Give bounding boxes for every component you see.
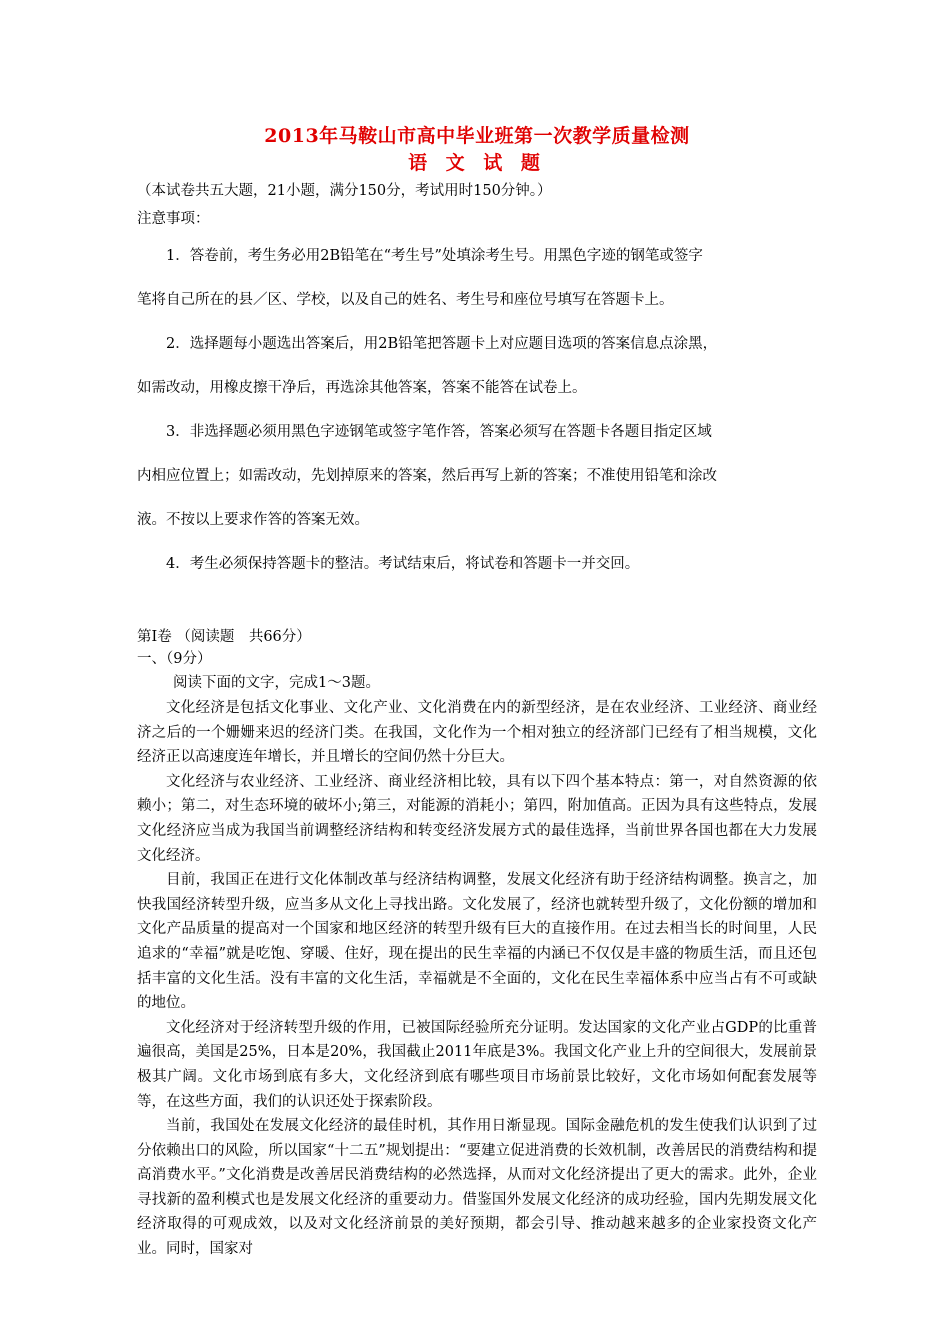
exam-page bbox=[137, 122, 817, 1262]
notice-heading: 注意事项： bbox=[137, 211, 210, 227]
paragraph: 目前，我国正在进行文化体制改革与经济结构调整，发展文化经济有助于经济结构调整。换言之，加快我国经济转型升级，应当多从文化上寻找出路。文化发展了，经济也就转型升级了，文化份额的增加和文化产品质量的提高对一个国家和地区经济的转型升级有巨大的直接作用。在过去相当长的时间里，人民追求的“幸福”就是吃饱、穿暖、住好，现在提出的民生幸福的内涵已不仅仅是丰盛的物质生活，而且还包括丰富的文化生活。没有丰富的文化生活，幸福就是不全面的，文化在民生幸福体系中应当占有不可或缺的地位。 bbox=[137, 872, 817, 1012]
notice-line: 1．答卷前，考生务必用2B铅笔在“考生号”处填涂考生号。用黑色字迹的钢笔或签字 bbox=[166, 248, 703, 264]
paragraph: 文化经济对于经济转型升级的作用，已被国际经验所充分证明。发达国家的文化产业占GDP的比重普遍很高，美国是25%，日本是20%，我国截止2011年底是3%。我国文化产业上升的空间很大，发展前景极其广阔。文化市场到底有多大，文化经济到底有哪些项目市场前景比较好，文化市场如何配套发展等等，在这些方面，我们的认识还处于探索阶段。 bbox=[137, 1019, 817, 1110]
notice-line: 如需改动，用橡皮擦干净后，再选涂其他答案，答案不能答在试卷上。 bbox=[137, 380, 587, 396]
notice-line: 4．考生必须保持答题卡的整洁。考试结束后，将试卷和答题卡一并交回。 bbox=[166, 556, 640, 572]
notice-line: 内相应位置上；如需改动，先划掉原来的答案，然后再写上新的答案；不准使用铅笔和涂改 bbox=[137, 468, 717, 484]
notice-line: 3．非选择题必须用黑色字迹钢笔或签字笔作答，答案必须写在答题卡各题目指定区域 bbox=[166, 424, 712, 440]
reading-instruction: 阅读下面的文字，完成1～3题。 bbox=[173, 675, 380, 691]
paragraph: 文化经济与农业经济、工业经济、商业经济相比较，具有以下四个基本特点：第一，对自然资源的依赖小；第二，对生态环境的破坏小;第三，对能源的消耗小；第四，附加值高。正因为具有这些特点，发展文化经济应当成为我国当前调整经济结构和转变经济发展方式的最佳选择，当前世界各国也都在大力发展文化经济。 bbox=[137, 773, 817, 864]
paragraph: 文化经济是包括文化事业、文化产业、文化消费在内的新型经济，是在农业经济、工业经济、商业经济之后的一个姗姗来迟的经济门类。在我国，文化作为一个相对独立的经济部门已经有了相当规模，文化经济正以高速度连年增长，并且增长的空间仍然十分巨大。 bbox=[137, 700, 817, 766]
exam-title: 2013年马鞍山市高中毕业班第一次教学质量检测 bbox=[264, 125, 690, 147]
notice-line: 笔将自己所在的县／区、学校，以及自己的姓名、考生号和座位号填写在答题卡上。 bbox=[137, 292, 674, 308]
notice-line: 液。不按以上要求作答的答案无效。 bbox=[137, 512, 369, 528]
part-heading: 一、（9分） bbox=[137, 651, 212, 667]
notice-line: 2．选择题每小题选出答案后，用2B铅笔把答题卡上对应题目选项的答案信息点涂黑， bbox=[166, 336, 718, 352]
exam-subtitle: 语 文 试 题 bbox=[408, 152, 546, 174]
paragraph: 当前，我国处在发展文化经济的最佳时机，其作用日渐显现。国际金融危机的发生使我们认识到了过分依赖出口的风险，所以国家“十二五”规划提出：“要建立促进消费的长效机制，改善居民的消费结构和提高消费水平。”文化消费是改善居民消费结构的必然选择，从而对文化经济提出了更大的需求。此外，企业寻找新的盈利模式也是发展文化经济的重要动力。借鉴国外发展文化经济的成功经验，国内先期发展文化经济取得的可观成效，以及对文化经济前景的美好预期，都会引导、推动越来越多的企业家投资文化产业。同时，国家对 bbox=[137, 1118, 817, 1258]
exam-meta: （本试卷共五大题，21小题，满分150分，考试用时150分钟。） bbox=[137, 183, 552, 199]
section-heading: 第Ⅰ卷 （阅读题 共66分） bbox=[137, 629, 311, 645]
